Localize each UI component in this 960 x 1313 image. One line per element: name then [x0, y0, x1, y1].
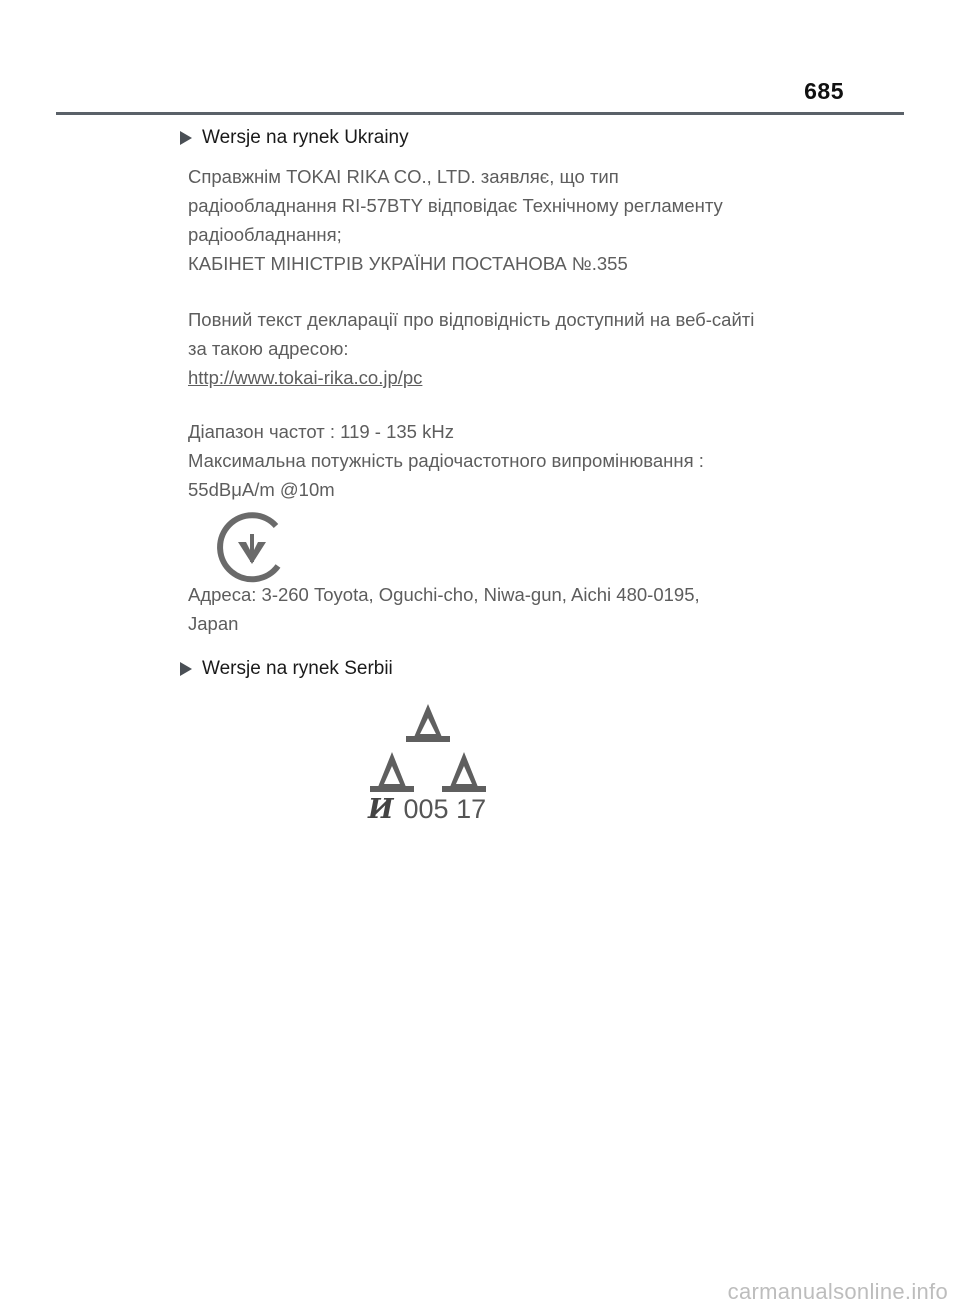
bullet-arrow-icon: [180, 131, 192, 145]
frequency-range-line: Діапазон частот : 119 - 135 kHz: [188, 421, 454, 442]
site-watermark: carmanualsonline.info: [727, 1279, 948, 1304]
bullet-arrow-icon: [180, 662, 192, 676]
max-power-line: Максимальна потужність радіочастотного випромінювання :: [188, 450, 704, 471]
spec-paragraph: [188, 417, 828, 504]
section-heading-serbia-label: Wersje na rynek Serbii: [202, 658, 393, 679]
declaration-line: Справжнім TOKAI RIKA CO., LTD. заявляє, що тип: [188, 166, 619, 187]
address-paragraph: [188, 580, 828, 638]
section-heading-ukraine-label: Wersje na rynek Ukrainy: [202, 127, 409, 148]
declaration-line: радіообладнання;: [188, 224, 342, 245]
ukraine-conformity-mark-icon: [216, 512, 288, 584]
address-line: Japan: [188, 613, 239, 634]
declaration-url-link[interactable]: http://www.tokai-rika.co.jp/pc: [188, 367, 423, 388]
full-text-paragraph: [188, 305, 828, 392]
serbia-mark-letter: И: [368, 794, 394, 825]
page-number: 685: [804, 78, 844, 104]
header-rule: [56, 112, 904, 115]
section-heading-ukraine: [180, 127, 409, 149]
full-text-line: за такою адресою:: [188, 338, 349, 359]
serbia-mark-number: 005 17: [403, 794, 487, 824]
power-value-line: 55dBμA/m @10m: [188, 479, 335, 500]
full-text-line: Повний текст декларації про відповідність доступний на веб-сайті: [188, 309, 755, 330]
address-line: Адреса: 3-260 Toyota, Oguchi-cho, Niwa-gun, Aichi 480-0195,: [188, 584, 700, 605]
section-heading-serbia: [180, 658, 393, 680]
declaration-line: радіообладнання RI-57BTY відповідає Технічному регламенту: [188, 195, 723, 216]
declaration-paragraph: [188, 162, 828, 278]
serbia-mark-code: [368, 794, 486, 825]
declaration-line: КАБІНЕТ МІНІСТРІВ УКРАЇНИ ПОСТАНОВА №.355: [188, 253, 628, 274]
